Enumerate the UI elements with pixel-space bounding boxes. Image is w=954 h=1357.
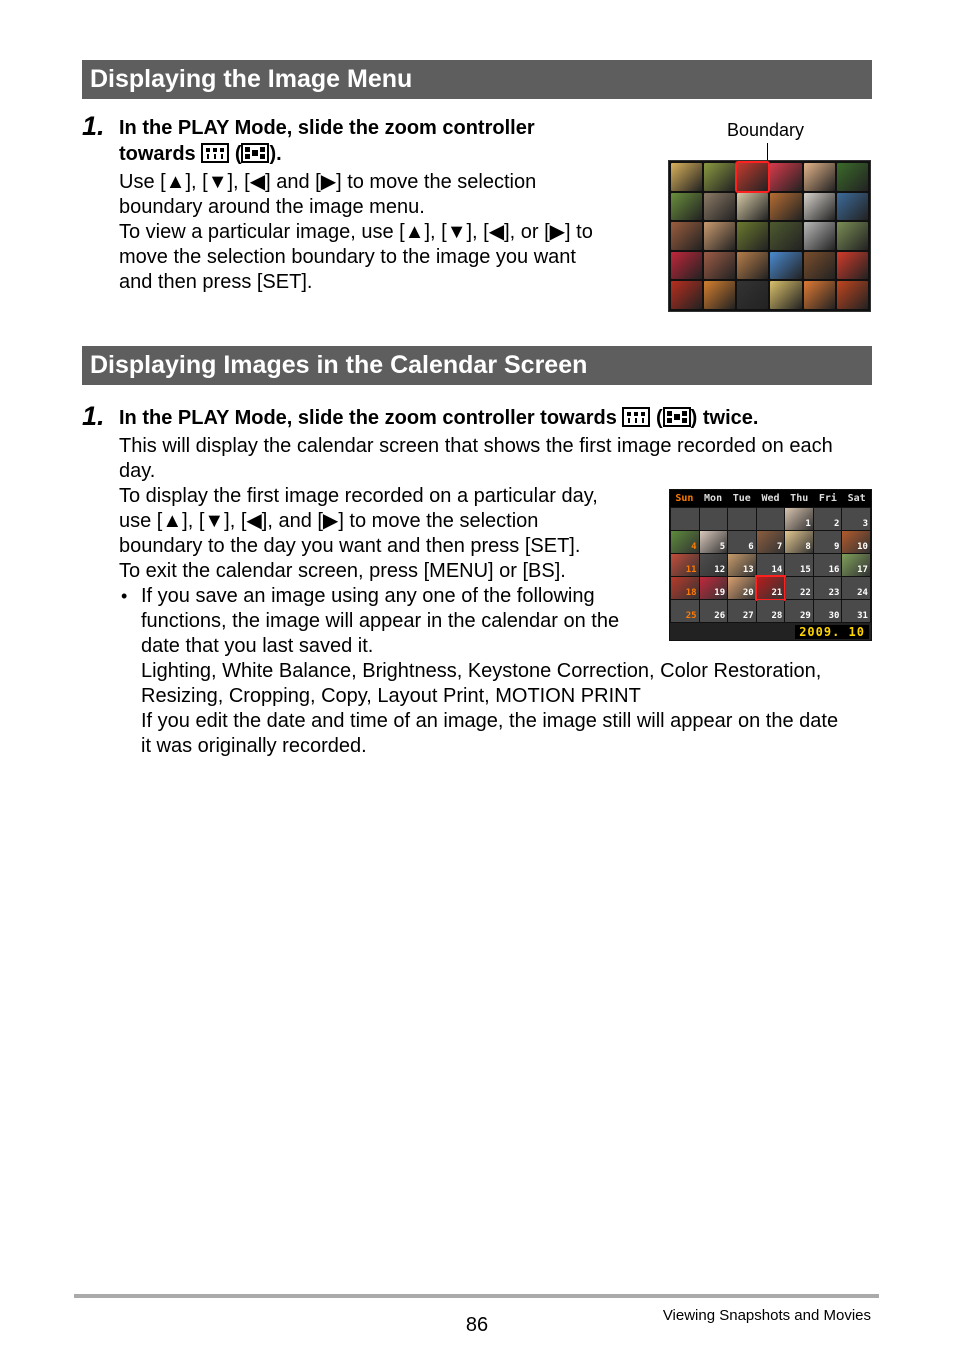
thumbnail-image [804, 252, 835, 280]
thumbnail-image [837, 222, 868, 250]
calendar-day-number: 11 [685, 565, 697, 575]
image-menu-icon [663, 407, 691, 427]
thumbnail-image [671, 222, 702, 250]
calendar-day-cell [728, 531, 756, 553]
calendar-day-number: 27 [742, 611, 754, 621]
thumbnail-image [704, 252, 735, 280]
calendar-day-cell [757, 531, 785, 553]
calendar-weekday-label: Fri [818, 493, 837, 504]
calendar-weekday-label: Mon [704, 493, 723, 504]
step-title [119, 115, 535, 167]
calendar-day-cell [842, 508, 870, 530]
calendar-day-number: 9 [834, 542, 840, 552]
step-title-line1: In the PLAY Mode, slide the zoom controller [119, 117, 535, 139]
footer-rule [74, 1294, 879, 1298]
thumbnail-image [804, 163, 835, 191]
calendar-day-number: 21 [771, 588, 783, 598]
calendar-day-cell [814, 554, 842, 576]
calendar-day-number: 15 [800, 565, 811, 575]
body-line: To view a particular image, use [▲], [▼], [◀], or [▶] to [119, 221, 593, 243]
calendar-day-number: 19 [714, 588, 726, 598]
boundary-caption: Boundary [727, 120, 805, 140]
calendar-day-cell [785, 554, 813, 576]
calendar-day-number: 28 [771, 611, 783, 621]
bullet-line: If you save an image using any one of the following [141, 585, 595, 607]
thumbnail-image [770, 193, 801, 221]
calendar-screenshot [669, 489, 872, 641]
calendar-day-number: 1 [805, 519, 811, 529]
calendar-weekday-label: Thu [790, 493, 809, 504]
calendar-day-number: 3 [862, 519, 868, 529]
thumbnail-image [737, 222, 768, 250]
body-line: move the selection boundary to the image you want [119, 246, 576, 268]
calendar-day-cell [700, 600, 728, 622]
calendar-weekday-label: Wed [761, 493, 780, 504]
bullet-line: If you edit the date and time of an image, the image still will appear on the date [141, 710, 839, 732]
thumbnail-image [837, 281, 868, 309]
bullet-line: date that you last saved it. [141, 635, 374, 657]
calendar-day-cell [728, 554, 756, 576]
calendar-day-cell [700, 531, 728, 553]
step-number: 1. [82, 401, 105, 431]
thumbnail-image [770, 163, 801, 191]
intro-text [119, 434, 833, 484]
wide-zoom-icon [622, 407, 650, 427]
image-menu-screenshot [668, 160, 871, 312]
calendar-day-number: 17 [857, 565, 868, 575]
calendar-day-cell [842, 577, 870, 599]
calendar-day-number: 23 [828, 588, 840, 598]
thumbnail-image [737, 252, 768, 280]
calendar-day-number: 14 [771, 565, 783, 575]
calendar-day-number: 7 [776, 542, 783, 552]
calendar-day-number: 26 [714, 611, 726, 621]
thumbnail-image [837, 163, 868, 191]
calendar-day-cell [842, 600, 870, 622]
selected-thumbnail-image [737, 163, 768, 191]
thumbnail-image [737, 193, 768, 221]
thumbnail-image [671, 252, 702, 280]
thumbnail-image [704, 193, 735, 221]
calendar-day-number: 16 [828, 565, 840, 575]
image-menu-icon [241, 143, 269, 163]
calendar-day-cell [785, 577, 813, 599]
calendar-day-number: 20 [742, 588, 754, 598]
calendar-day-cell [757, 600, 785, 622]
calendar-day-cell [814, 577, 842, 599]
body-line: day. [119, 460, 156, 482]
thumbnail-image [804, 222, 835, 250]
thumbnail-image [671, 193, 702, 221]
calendar-day-number: 24 [857, 588, 868, 598]
calendar-day-number: 13 [742, 565, 754, 575]
thumbnail-image [671, 163, 702, 191]
calendar-day-number: 8 [805, 542, 811, 552]
calendar-day-number: 4 [691, 542, 697, 552]
calendar-day-cell [814, 600, 842, 622]
thumbnail-image [770, 252, 801, 280]
calendar-day-cell [785, 508, 813, 530]
calendar-day-cell [757, 554, 785, 576]
calendar-day-number: 2 [834, 519, 840, 529]
thumbnail-image [804, 281, 835, 309]
calendar-day-number: 12 [714, 565, 726, 575]
thumbnail-image [704, 163, 735, 191]
thumbnail-image [770, 222, 801, 250]
body-line: This will display the calendar screen that shows the first image recorded on each [119, 435, 833, 457]
thumbnail-image [704, 222, 735, 250]
section-heading-calendar: Displaying Images in the Calendar Screen [82, 346, 872, 385]
bullet-line: it was originally recorded. [141, 735, 367, 757]
calendar-month-label: 2009. 10 [795, 625, 869, 639]
step-number: 1. [82, 111, 105, 141]
calendar-day-cell [700, 508, 728, 530]
calendar-day-cell [728, 508, 756, 530]
section-heading-image-menu: Displaying the Image Menu [82, 60, 872, 99]
thumbnail-image [837, 252, 868, 280]
page-number: 86 [465, 1314, 489, 1336]
calendar-weekday-label: Sat [847, 493, 866, 504]
calendar-day-number: 6 [748, 542, 754, 552]
bullet-line: functions, the image will appear in the calendar on the [141, 610, 620, 632]
calendar-day-number: 25 [685, 611, 697, 621]
calendar-day-number: 31 [857, 611, 868, 621]
calendar-day-number: 10 [857, 542, 868, 552]
bullet-line: Lighting, White Balance, Brightness, Keystone Correction, Color Restoration, [141, 660, 822, 682]
thumbnail-image [770, 281, 801, 309]
calendar-day-number: 22 [800, 588, 811, 598]
calendar-day-cell [757, 577, 785, 599]
calendar-day-number: 29 [800, 611, 811, 621]
step-title-suffix: ). [269, 143, 282, 165]
calendar-day-cell [814, 508, 842, 530]
step-title: In the PLAY Mode, slide the zoom controller towards ( ) twice. [119, 407, 759, 429]
bullet-line: Resizing, Cropping, Copy, Layout Print, MOTION PRINT [141, 685, 641, 707]
thumbnail-image [737, 281, 768, 309]
step-title-suffix: ) twice. [690, 407, 759, 429]
calendar-day-cell [671, 600, 699, 622]
step-title-prefix: In the PLAY Mode, slide the zoom controller towards [119, 407, 617, 429]
calendar-day-cell [842, 531, 870, 553]
calendar-day-cell [700, 554, 728, 576]
calendar-day-cell [671, 554, 699, 576]
body-line: boundary around the image menu. [119, 196, 425, 218]
calendar-weekday-label: Tue [732, 493, 751, 504]
calendar-weekday-label: Sun [675, 493, 694, 504]
calendar-day-cell [842, 554, 870, 576]
step-body [119, 484, 598, 584]
calendar-weekday-header [670, 490, 871, 507]
step-body [119, 170, 593, 295]
calendar-grid [670, 507, 871, 623]
calendar-day-number: 30 [828, 611, 840, 621]
thumbnail-image [704, 281, 735, 309]
body-line: use [▲], [▼], [◀], and [▶] to move the selection [119, 510, 539, 532]
body-line: Use [▲], [▼], [◀] and [▶] to move the selection [119, 171, 537, 193]
calendar-day-cell [671, 531, 699, 553]
calendar-day-cell [671, 508, 699, 530]
body-line: and then press [SET]. [119, 271, 313, 293]
body-line: boundary to the day you want and then press [SET]. [119, 535, 581, 557]
step-title-line2: towards ( ). [119, 143, 282, 165]
calendar-day-cell [700, 577, 728, 599]
calendar-day-cell [757, 508, 785, 530]
thumbnail-image [837, 193, 868, 221]
calendar-day-cell [785, 600, 813, 622]
body-line: To display the first image recorded on a particular day, [119, 485, 598, 507]
thumbnail-image [671, 281, 702, 309]
thumbnail-image [804, 193, 835, 221]
bullet-marker: • [121, 586, 128, 606]
calendar-day-number: 5 [719, 542, 726, 552]
body-line: To exit the calendar screen, press [MENU] or [BS]. [119, 560, 566, 582]
calendar-day-cell [728, 577, 756, 599]
calendar-day-cell [814, 531, 842, 553]
calendar-day-cell [728, 600, 756, 622]
calendar-day-cell [671, 577, 699, 599]
chapter-label: Viewing Snapshots and Movies [662, 1307, 871, 1324]
calendar-day-cell [785, 531, 813, 553]
wide-zoom-icon [201, 143, 229, 163]
step-title-prefix: towards [119, 143, 196, 165]
calendar-day-number: 18 [685, 588, 697, 598]
